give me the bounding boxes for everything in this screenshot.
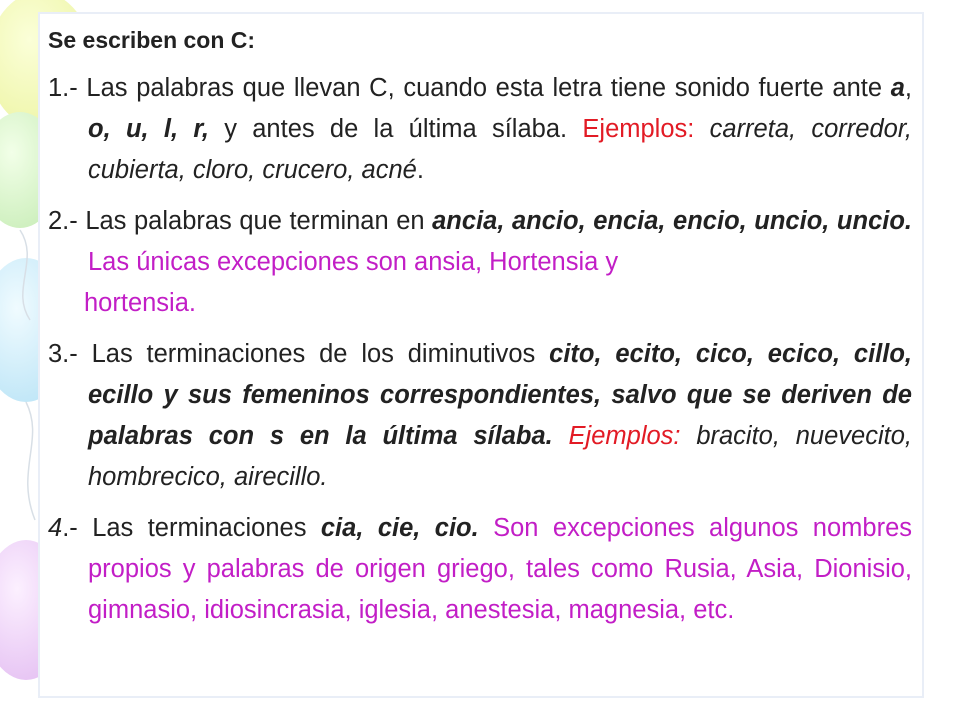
rule-number: 3.- xyxy=(48,340,92,368)
page-heading: Se escriben con C: xyxy=(48,27,256,53)
rule-text: y antes de la última sílaba. xyxy=(208,115,583,143)
exceptions-text: hortensia. xyxy=(84,289,196,317)
examples-label: Ejemplos: xyxy=(582,115,695,143)
exceptions-text: Las únicas excepciones son ansia, Hortensia y xyxy=(88,248,619,276)
rule-number: 2.- xyxy=(48,207,86,235)
rule-bold-text: ancia, ancio, encia, encio, uncio, uncio. xyxy=(432,207,912,235)
rule-text: , xyxy=(904,74,912,102)
rule-text: Las palabras que terminan en xyxy=(85,207,433,235)
rule-bold-text: o, u, l, r, xyxy=(88,115,209,143)
rule-separator: .- xyxy=(62,514,93,542)
rule-text: Las terminaciones xyxy=(92,514,321,542)
rule-text: Las palabras que llevan C, cuando esta letra tiene sonido fuerte ante xyxy=(86,74,891,102)
balloon-string xyxy=(26,402,35,520)
examples-text: bracito, nuevecito, hombrecico, airecillo. xyxy=(88,422,912,491)
rule-item-4 xyxy=(48,508,912,631)
content-area xyxy=(48,22,912,641)
rule-number: 4 xyxy=(48,514,63,542)
examples-label: Ejemplos: xyxy=(552,422,681,450)
rule-bold-text: cito, ecito, cico, ecico, cillo, ecillo y sus femeninos correspondientes, salvo que se deriven de palabras con s en la última sílaba. xyxy=(88,340,912,450)
exceptions-text: Son excepciones algunos nombres propios y palabras de origen griego, tales como Rusia, Asia, Dionisio, gimnasio, idiosincrasia, iglesia, anestesia, magnesia, etc. xyxy=(88,514,913,624)
rule-number: 1.- xyxy=(48,74,87,102)
rule-bold-text: a xyxy=(890,74,905,102)
rule-text: Las terminaciones de los diminutivos xyxy=(91,340,550,368)
rule-bold-text: cia, cie, cio. xyxy=(320,514,479,542)
rule-item-2 xyxy=(48,201,912,324)
examples-text: carreta, corredor, cubierta, cloro, crucero, acné xyxy=(88,115,912,184)
rule-item-1 xyxy=(48,68,912,191)
rule-text: . xyxy=(416,156,424,184)
rule-item-3 xyxy=(48,334,912,498)
